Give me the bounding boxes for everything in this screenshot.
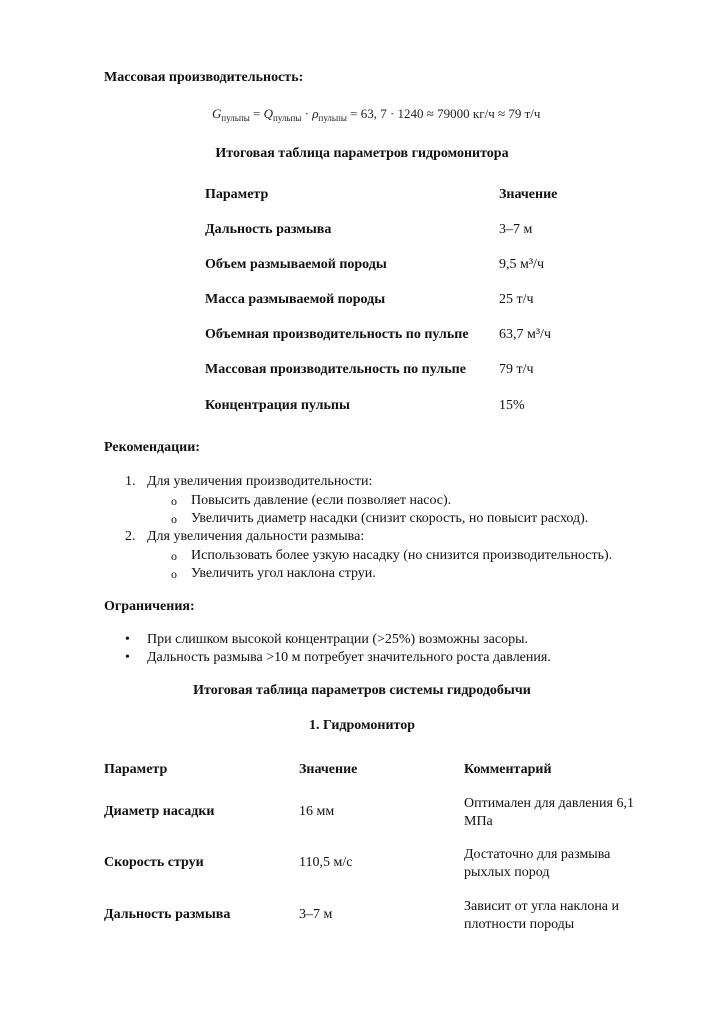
rec-item-1-sub-1: Повысить давление (если позволяет насос). — [191, 493, 452, 508]
table1-row-6-param: Концентрация пульпы — [205, 398, 350, 413]
table2-row-1-comment: Оптимален для давления 6,1 МПа — [464, 796, 634, 829]
table1-row-2-value: 9,5 м³/ч — [499, 257, 544, 272]
rec-sub-marker: o — [171, 494, 177, 508]
rec-item-2-number: 2. — [125, 529, 136, 544]
rec-item-2-sub-2: Увеличить угол наклона струи. — [191, 566, 376, 581]
section-heading-mass-productivity: Массовая производительность: — [104, 70, 304, 85]
table2-row-3-param: Дальность размыва — [104, 907, 231, 922]
table1-row-1-param: Дальность размыва — [205, 222, 332, 237]
limitation-item-2: Дальность размыва >10 м потребует значительного роста давления. — [147, 650, 551, 665]
rec-sub-marker: o — [171, 567, 177, 581]
table1-header-param: Параметр — [205, 187, 269, 202]
table2-title: Итоговая таблица параметров системы гидродобычи — [193, 683, 531, 698]
formula-q-sub: пульпы — [273, 113, 302, 123]
table1-row-5-param: Массовая производительность по пульпе — [205, 362, 466, 377]
table1-row-3-value: 25 т/ч — [499, 292, 534, 307]
formula-dot: · — [301, 106, 313, 121]
rec-sub-marker: o — [171, 512, 177, 526]
formula-g: G — [212, 106, 222, 121]
limitation-bullet: • — [125, 650, 130, 665]
rec-sub-marker: o — [171, 549, 177, 563]
table2-header-value: Значение — [299, 762, 358, 777]
formula-g-sub: пульпы — [221, 113, 250, 123]
table1-row-4-param: Объемная производительность по пульпе — [205, 327, 469, 342]
rec-item-1-sub-2: Увеличить диаметр насадки (снизит скорость, но повысит расход). — [191, 511, 589, 526]
formula-rho: ρ — [312, 106, 319, 121]
formula-result: = 63, 7 · 1240 ≈ 79000 кг/ч ≈ 79 т/ч — [346, 106, 541, 121]
table2-row-1-param: Диаметр насадки — [104, 804, 215, 819]
recommendations-heading: Рекомендации: — [104, 440, 200, 455]
table2-header-param: Параметр — [104, 762, 168, 777]
table1-row-4-value: 63,7 м³/ч — [499, 327, 551, 342]
table1-title: Итоговая таблица параметров гидромонитора — [215, 146, 509, 161]
mass-productivity-formula — [212, 106, 540, 123]
formula-q: Q — [263, 106, 274, 121]
table2-row-2-value: 110,5 м/с — [299, 855, 353, 870]
limitation-item-1: При слишком высокой концентрации (>25%) возможны засоры. — [147, 632, 529, 647]
table1-row-2-param: Объем размываемой породы — [205, 257, 387, 272]
table2-row-3-value: 3–7 м — [299, 907, 333, 922]
table2-row-2-comment: Достаточно для размыва рыхлых пород — [464, 847, 611, 880]
formula-rho-sub: пульпы — [318, 113, 347, 123]
rec-item-1-text: Для увеличения производительности: — [147, 474, 373, 489]
table1-row-6-value: 15% — [499, 398, 525, 413]
limitations-heading: Ограничения: — [104, 599, 195, 614]
limitation-bullet: • — [125, 632, 130, 647]
table2-header-comment: Комментарий — [464, 762, 552, 777]
rec-item-2-sub-1: Использовать более узкую насадку (но снизится производительность). — [191, 548, 613, 563]
table1-row-1-value: 3–7 м — [499, 222, 533, 237]
rec-item-2-text: Для увеличения дальности размыва: — [147, 529, 365, 544]
table1-row-3-param: Масса размываемой породы — [205, 292, 386, 307]
table2-row-1-value: 16 мм — [299, 804, 335, 819]
rec-item-1-number: 1. — [125, 474, 136, 489]
formula-eq1: = — [249, 106, 264, 121]
table1-row-5-value: 79 т/ч — [499, 362, 534, 377]
table2-row-2-param: Скорость струи — [104, 855, 204, 870]
table2-row-3-comment: Зависит от угла наклона и плотности породы — [464, 899, 620, 932]
table2-subtitle: 1. Гидромонитор — [308, 718, 415, 733]
table1-header-value: Значение — [499, 187, 558, 202]
